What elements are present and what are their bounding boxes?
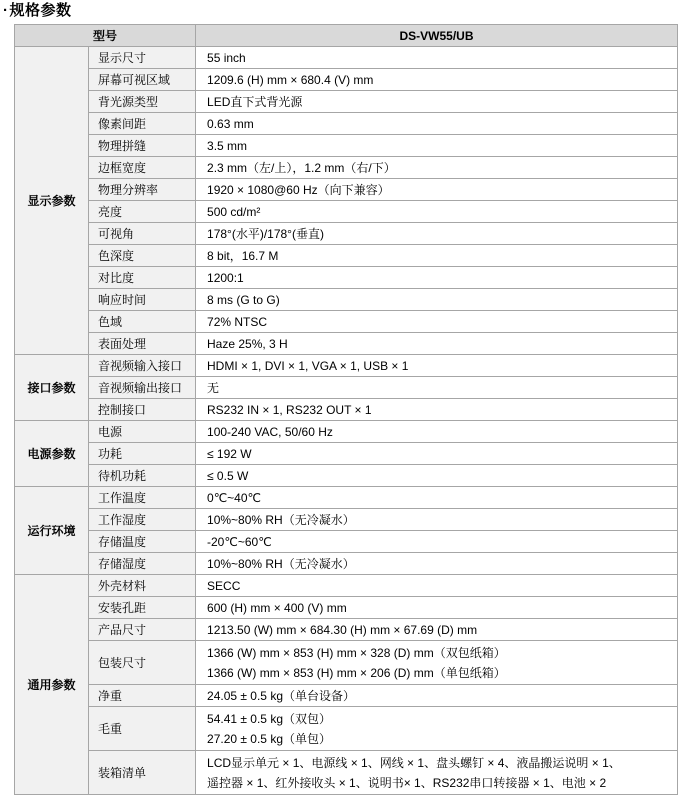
param-cell: 存储温度 <box>89 531 196 553</box>
table-row <box>15 69 678 91</box>
table-row <box>15 553 678 575</box>
value-cell: SECC <box>196 575 678 597</box>
value-cell: 8 bit，16.7 M <box>196 245 678 267</box>
param-cell: 屏幕可视区域 <box>89 69 196 91</box>
table-row <box>15 641 678 685</box>
category-cell: 电源参数 <box>15 421 89 487</box>
title-text: 规格参数 <box>9 2 72 19</box>
model-label-cell: 型号 <box>15 25 196 47</box>
param-cell: 表面处理 <box>89 333 196 355</box>
spec-table <box>14 24 678 795</box>
value-line: 遥控器 × 1、红外接收头 × 1、说明书× 1、RS232串口转接器 × 1、电池 × 2 <box>207 775 607 790</box>
table-row <box>15 509 678 531</box>
table-row <box>15 685 678 707</box>
page-title <box>3 2 685 20</box>
table-row <box>15 707 678 751</box>
param-cell: 电源 <box>89 421 196 443</box>
param-cell: 物理分辨率 <box>89 179 196 201</box>
value-cell: 1209.6 (H) mm × 680.4 (V) mm <box>196 69 678 91</box>
title-bullet: · <box>3 2 9 19</box>
table-row <box>15 531 678 553</box>
param-cell: 物理拼缝 <box>89 135 196 157</box>
param-cell: 响应时间 <box>89 289 196 311</box>
table-row <box>15 465 678 487</box>
category-cell: 运行环境 <box>15 487 89 575</box>
table-row <box>15 377 678 399</box>
value-cell: ≤ 192 W <box>196 443 678 465</box>
table-row <box>15 245 678 267</box>
table-row <box>15 751 678 795</box>
value-cell: 1200:1 <box>196 267 678 289</box>
value-cell: 1920 × 1080@60 Hz（向下兼容） <box>196 179 678 201</box>
value-cell <box>196 751 678 795</box>
spec-table-body <box>15 25 678 795</box>
table-row <box>15 355 678 377</box>
value-cell: 100-240 VAC, 50/60 Hz <box>196 421 678 443</box>
value-cell: LED直下式背光源 <box>196 91 678 113</box>
table-row <box>15 597 678 619</box>
param-cell: 音视频输入接口 <box>89 355 196 377</box>
value-line: 54.41 ± 0.5 kg（双包） <box>207 711 331 726</box>
value-line: 27.20 ± 0.5 kg（单包） <box>207 731 331 746</box>
table-row <box>15 201 678 223</box>
table-row <box>15 289 678 311</box>
table-row <box>15 333 678 355</box>
table-row <box>15 443 678 465</box>
value-cell: 2.3 mm（左/上），1.2 mm（右/下） <box>196 157 678 179</box>
param-cell: 音视频输出接口 <box>89 377 196 399</box>
param-cell: 工作温度 <box>89 487 196 509</box>
table-row <box>15 157 678 179</box>
category-cell: 接口参数 <box>15 355 89 421</box>
value-cell: 0℃~40℃ <box>196 487 678 509</box>
value-cell: 55 inch <box>196 47 678 69</box>
value-cell: 10%~80% RH（无冷凝水） <box>196 509 678 531</box>
value-cell: -20℃~60℃ <box>196 531 678 553</box>
value-line: 1366 (W) mm × 853 (H) mm × 206 (D) mm（单包纸箱） <box>207 665 506 680</box>
value-cell <box>196 641 678 685</box>
category-cell: 通用参数 <box>15 575 89 795</box>
table-row <box>15 91 678 113</box>
table-row <box>15 487 678 509</box>
param-cell: 显示尺寸 <box>89 47 196 69</box>
param-cell: 色域 <box>89 311 196 333</box>
param-cell: 装箱清单 <box>89 751 196 795</box>
value-cell: 500 cd/m² <box>196 201 678 223</box>
value-cell: 无 <box>196 377 678 399</box>
param-cell: 毛重 <box>89 707 196 751</box>
param-cell: 色深度 <box>89 245 196 267</box>
param-cell: 外壳材料 <box>89 575 196 597</box>
value-cell: 8 ms (G to G) <box>196 289 678 311</box>
value-cell: RS232 IN × 1, RS232 OUT × 1 <box>196 399 678 421</box>
param-cell: 包装尺寸 <box>89 641 196 685</box>
table-row <box>15 223 678 245</box>
param-cell: 边框宽度 <box>89 157 196 179</box>
param-cell: 功耗 <box>89 443 196 465</box>
param-cell: 控制接口 <box>89 399 196 421</box>
param-cell: 亮度 <box>89 201 196 223</box>
table-row <box>15 311 678 333</box>
value-cell: 1213.50 (W) mm × 684.30 (H) mm × 67.69 (D) mm <box>196 619 678 641</box>
param-cell: 产品尺寸 <box>89 619 196 641</box>
table-row <box>15 135 678 157</box>
value-cell: 72% NTSC <box>196 311 678 333</box>
value-line: LCD显示单元 × 1、电源线 × 1、网线 × 1、盘头螺钉 × 4、液晶搬运说明 × 1、 <box>207 755 621 770</box>
param-cell: 安装孔距 <box>89 597 196 619</box>
table-row <box>15 47 678 69</box>
table-row <box>15 421 678 443</box>
table-row <box>15 113 678 135</box>
category-cell: 显示参数 <box>15 47 89 355</box>
value-cell: 10%~80% RH（无冷凝水） <box>196 553 678 575</box>
table-row <box>15 619 678 641</box>
param-cell: 存储湿度 <box>89 553 196 575</box>
table-row <box>15 399 678 421</box>
param-cell: 像素间距 <box>89 113 196 135</box>
table-row <box>15 267 678 289</box>
param-cell: 背光源类型 <box>89 91 196 113</box>
param-cell: 工作湿度 <box>89 509 196 531</box>
value-cell: 178°(水平)/178°(垂直) <box>196 223 678 245</box>
param-cell: 净重 <box>89 685 196 707</box>
value-line: 1366 (W) mm × 853 (H) mm × 328 (D) mm（双包纸箱） <box>207 645 506 660</box>
value-cell: 24.05 ± 0.5 kg（单台设备） <box>196 685 678 707</box>
value-cell <box>196 707 678 751</box>
param-cell: 可视角 <box>89 223 196 245</box>
value-cell: 600 (H) mm × 400 (V) mm <box>196 597 678 619</box>
value-cell: ≤ 0.5 W <box>196 465 678 487</box>
param-cell: 待机功耗 <box>89 465 196 487</box>
value-cell: HDMI × 1, DVI × 1, VGA × 1, USB × 1 <box>196 355 678 377</box>
value-cell: Haze 25%, 3 H <box>196 333 678 355</box>
table-header-row <box>15 25 678 47</box>
table-row <box>15 575 678 597</box>
value-cell: 3.5 mm <box>196 135 678 157</box>
model-value-cell: DS-VW55/UB <box>196 25 678 47</box>
value-cell: 0.63 mm <box>196 113 678 135</box>
table-row <box>15 179 678 201</box>
param-cell: 对比度 <box>89 267 196 289</box>
